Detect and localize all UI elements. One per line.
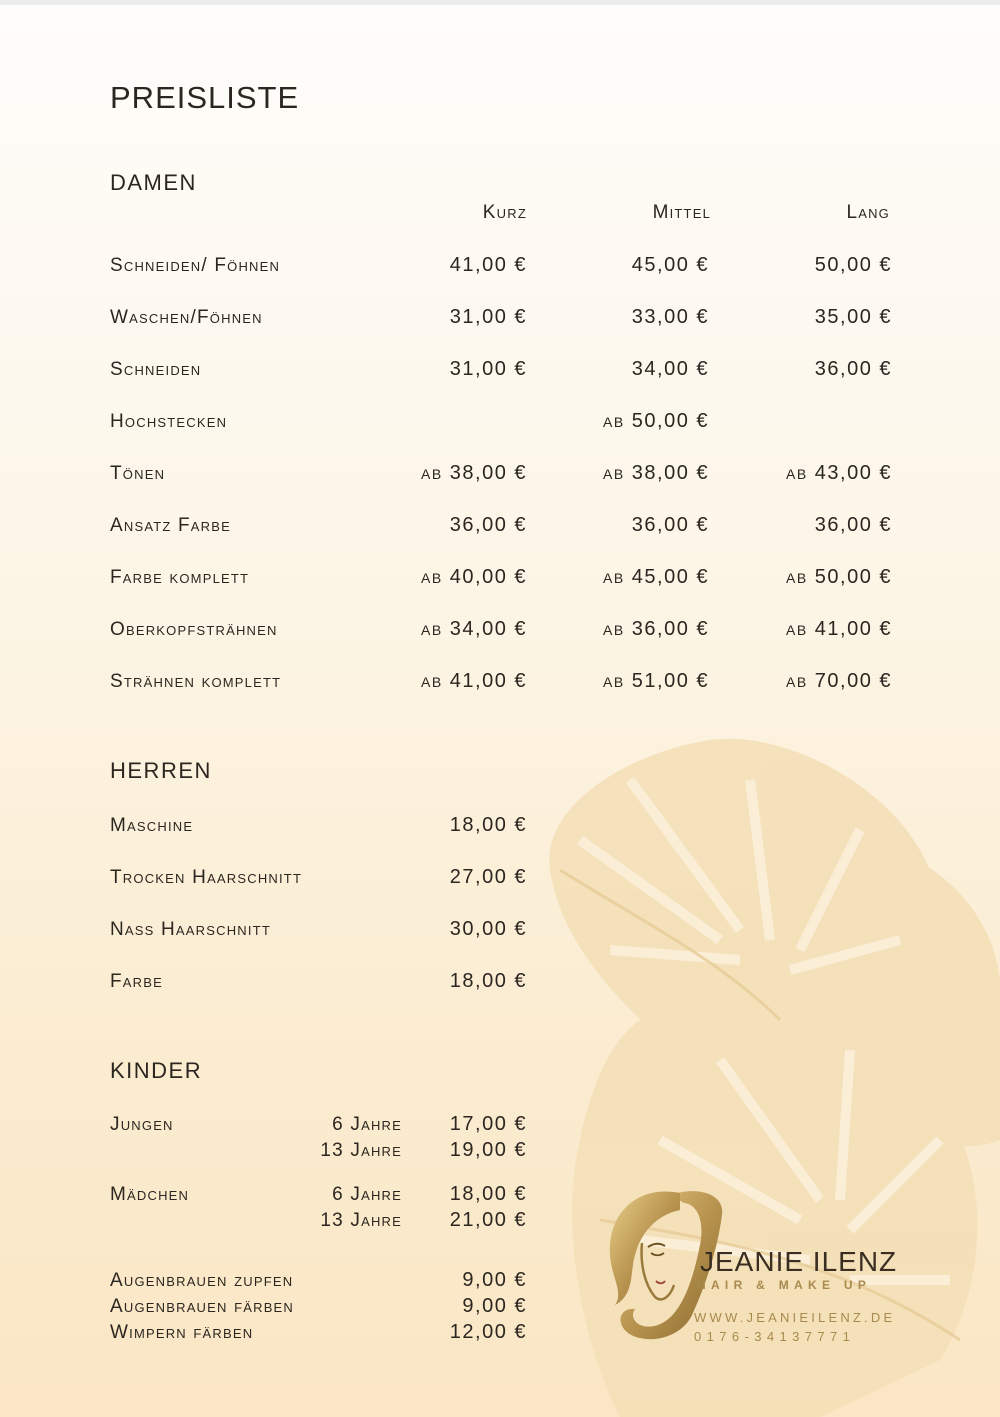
service-label: Oberkopfsträhnen (110, 619, 278, 640)
price-lang: 35,00 € (814, 306, 892, 328)
price-mittel: ab 51,00 € (603, 670, 709, 692)
price-lang: ab 50,00 € (786, 566, 892, 588)
service-label: Schneiden/ Föhnen (110, 255, 281, 276)
price-lang: 36,00 € (814, 358, 892, 380)
service-label: Waschen/Föhnen (110, 307, 263, 328)
age-label: 13 Jahre (320, 1140, 402, 1161)
price: 30,00 € (449, 918, 527, 940)
price-lang: 50,00 € (814, 254, 892, 276)
service-label: Trocken Haarschnitt (110, 867, 303, 888)
price-mittel: ab 38,00 € (603, 462, 709, 484)
column-header-kurz: Kurz (482, 202, 527, 223)
service-label: Farbe komplett (110, 567, 250, 588)
price-mittel: 45,00 € (631, 254, 709, 276)
brand-phone[interactable]: 0176-34137771 (694, 1329, 856, 1344)
brand-name: JEANIE ILENZ (700, 1246, 898, 1277)
service-label: Strähnen komplett (110, 671, 282, 692)
column-header-lang: Lang (846, 202, 890, 223)
service-label: Farbe (110, 971, 164, 992)
price: 21,00 € (449, 1209, 527, 1231)
brand-website[interactable]: WWW.JEANIEILENZ.DE (694, 1310, 896, 1325)
price-kurz: ab 38,00 € (421, 462, 527, 484)
service-label: Wimpern färben (110, 1322, 254, 1343)
age-label: 6 Jahre (332, 1184, 402, 1205)
price-kurz: ab 34,00 € (421, 618, 527, 640)
price-mittel: ab 36,00 € (603, 618, 709, 640)
price-mittel: ab 50,00 € (603, 410, 709, 432)
price: 18,00 € (449, 970, 527, 992)
price-mittel: 33,00 € (631, 306, 709, 328)
price-kurz: ab 41,00 € (421, 670, 527, 692)
service-label: Tönen (110, 463, 166, 484)
price-kurz: 41,00 € (449, 254, 527, 276)
price-lang: ab 43,00 € (786, 462, 892, 484)
top-edge (0, 0, 1000, 5)
section-heading-damen: DAMEN (110, 170, 197, 195)
service-label: Maschine (110, 815, 194, 836)
service-label: Ansatz Farbe (110, 515, 232, 536)
service-label: Nass Haarschnitt (110, 919, 271, 940)
section-heading-kinder: KINDER (110, 1058, 203, 1083)
price-mittel: 36,00 € (631, 514, 709, 536)
price-lang: ab 41,00 € (786, 618, 892, 640)
price-kurz: ab 40,00 € (421, 566, 527, 588)
price: 18,00 € (449, 1183, 527, 1205)
section-heading-herren: HERREN (110, 758, 212, 783)
price: 18,00 € (449, 814, 527, 836)
service-label: Hochstecken (110, 411, 228, 432)
price-mittel: ab 45,00 € (603, 566, 709, 588)
service-label: Augenbrauen zupfen (110, 1270, 294, 1291)
price: 27,00 € (449, 866, 527, 888)
page-title: PREISLISTE (110, 80, 300, 115)
price: 9,00 € (462, 1269, 527, 1291)
price-lang: ab 70,00 € (786, 670, 892, 692)
service-label: Schneiden (110, 359, 202, 380)
price: 17,00 € (449, 1113, 527, 1135)
group-label-jungen: Jungen (110, 1114, 174, 1135)
price: 12,00 € (449, 1321, 527, 1343)
price-lang: 36,00 € (814, 514, 892, 536)
price-mittel: 34,00 € (631, 358, 709, 380)
price-kurz: 31,00 € (449, 358, 527, 380)
age-label: 6 Jahre (332, 1114, 402, 1135)
column-header-mittel: Mittel (652, 202, 711, 223)
service-label: Augenbrauen färben (110, 1296, 295, 1317)
price: 19,00 € (449, 1139, 527, 1161)
price-kurz: 31,00 € (449, 306, 527, 328)
price-kurz: 36,00 € (449, 514, 527, 536)
group-label-maedchen: Mädchen (110, 1184, 190, 1205)
brand-subtitle: HAIR & MAKE UP (697, 1278, 872, 1292)
price: 9,00 € (462, 1295, 527, 1317)
age-label: 13 Jahre (320, 1210, 402, 1231)
